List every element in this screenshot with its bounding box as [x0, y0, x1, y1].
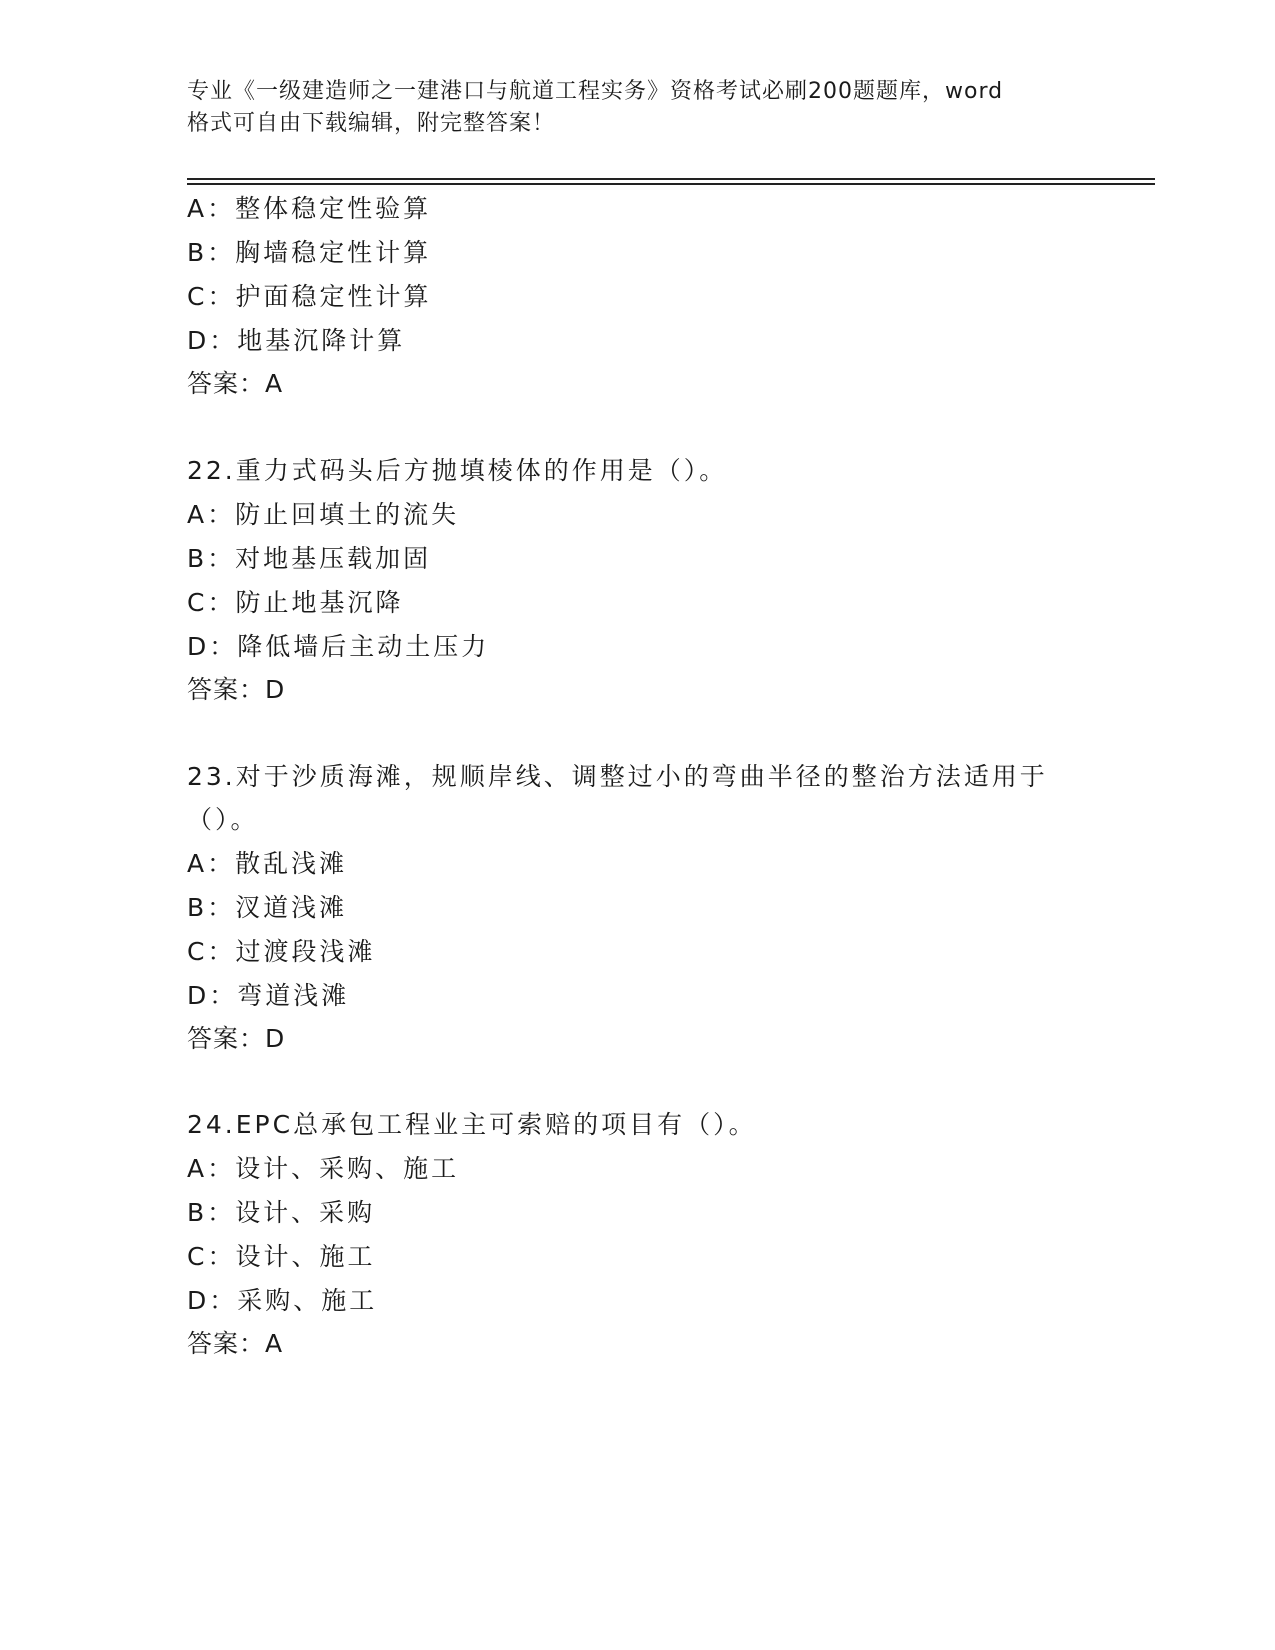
- document-header: [187, 76, 1067, 140]
- q23-question-line-2: （）。: [187, 805, 259, 834]
- q23-question-line-1: 23.对于沙质海滩，规顺岸线、调整过小的弯曲半径的整治方法适用于: [187, 762, 1048, 791]
- q24-option-b: B：设计、采购: [187, 1198, 376, 1227]
- q22-option-b: B：对地基压载加固: [187, 544, 432, 573]
- q23-option-c: C：过渡段浅滩: [187, 937, 376, 966]
- header-rule-bottom: [187, 183, 1155, 185]
- q22-question: 22.重力式码头后方抛填棱体的作用是（）。: [187, 456, 728, 485]
- q23-answer: 答案：D: [187, 1024, 286, 1053]
- q22-option-c: C：防止地基沉降: [187, 588, 404, 617]
- q24-option-a: A：设计、采购、施工: [187, 1154, 460, 1183]
- q24-option-c: C：设计、施工: [187, 1242, 376, 1271]
- header-line-1: 专业《一级建造师之一建港口与航道工程实务》资格考试必刷200题题库，word: [187, 79, 1004, 104]
- q23-option-d: D：弯道浅滩: [187, 981, 350, 1010]
- q21-answer: 答案：A: [187, 369, 284, 398]
- q23-option-b: B：汊道浅滩: [187, 893, 348, 922]
- header-rule-top: [187, 178, 1155, 180]
- q24-option-d: D：采购、施工: [187, 1286, 378, 1315]
- q21-option-c: C：护面稳定性计算: [187, 282, 432, 311]
- q21-option-d: D：地基沉降计算: [187, 326, 406, 355]
- q22-option-d: D：降低墙后主动土压力: [187, 632, 490, 661]
- q22-answer: 答案：D: [187, 675, 286, 704]
- q24-question: 24.EPC总承包工程业主可索赔的项目有（）。: [187, 1110, 757, 1139]
- header-line-2: 格式可自由下载编辑，附完整答案！: [187, 111, 556, 136]
- q23-option-a: A：散乱浅滩: [187, 849, 348, 878]
- q21-option-b: B：胸墙稳定性计算: [187, 238, 432, 267]
- q24-answer: 答案：A: [187, 1329, 284, 1358]
- q22-option-a: A：防止回填土的流失: [187, 500, 460, 529]
- q21-option-a: A：整体稳定性验算: [187, 194, 432, 223]
